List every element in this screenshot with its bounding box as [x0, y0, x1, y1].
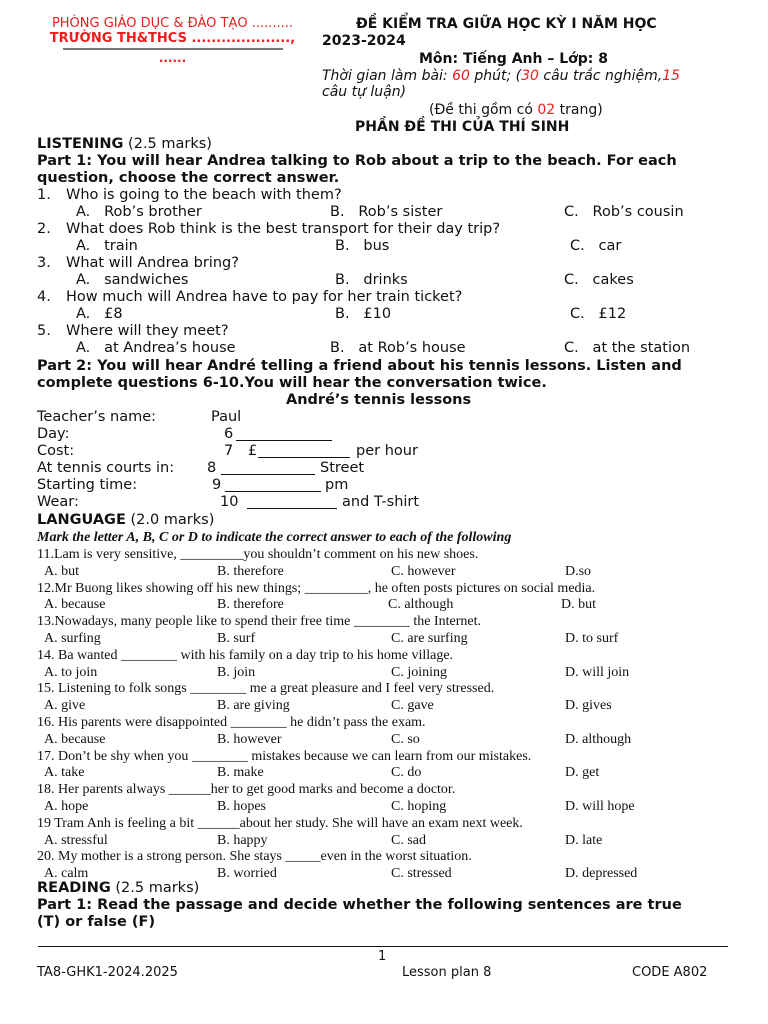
question-text: 18. Her parents always ______her to get good marks and become a doctor.	[37, 782, 456, 798]
school-name: TRƯỜNG TH&THCS ....................,	[49, 31, 296, 46]
listening-heading: LISTENING (2.5 marks)	[37, 136, 212, 152]
exam-title: ĐỀ KIỂM TRA GIỮA HỌC KỲ I NĂM HỌC	[356, 16, 657, 32]
answer-option[interactable]: C. although	[388, 597, 454, 613]
form-suffix: pm	[325, 477, 349, 493]
answer-option[interactable]: A. but	[44, 563, 79, 579]
answer-option[interactable]: B. £10	[335, 306, 392, 322]
form-suffix: and T-shirt	[342, 494, 420, 510]
answer-option[interactable]: C. so	[391, 731, 420, 747]
language-instruction: Mark the letter A, B, C or D to indicate the correct answer to each of the following	[37, 530, 512, 545]
answer-option[interactable]: D. will join	[565, 664, 630, 680]
question-text: 15. Listening to folk songs ________ me a great pleasure and I feel very stressed.	[37, 681, 495, 697]
question-number: 1.	[37, 187, 51, 203]
form-suffix: Street	[320, 460, 365, 476]
answer-option[interactable]: A. at Andrea’s house	[76, 340, 236, 356]
answer-option[interactable]: A. take	[44, 765, 85, 781]
question-text: 17. Don’t be shy when you ________ mistakes because we can learn from our mistakes.	[37, 748, 532, 764]
answer-option[interactable]: B. at Rob’s house	[330, 340, 466, 356]
answer-option[interactable]: A. give	[44, 698, 86, 714]
answer-option[interactable]: D. depressed	[565, 866, 638, 882]
form-item-number: 10	[220, 494, 239, 510]
answer-option[interactable]: D. although	[565, 731, 632, 747]
school-header	[30, 16, 315, 64]
answer-option[interactable]: B. are giving	[217, 698, 290, 714]
page-count: 02	[537, 102, 556, 118]
answer-option[interactable]: A. because	[44, 731, 106, 747]
part1-instruction: Part 1: You will hear Andrea talking to Rob about a trip to the beach. For each	[37, 153, 677, 169]
answer-option[interactable]: B. therefore	[217, 597, 284, 613]
form-label: Day:	[37, 426, 70, 442]
form-item-number: 8	[207, 460, 217, 476]
currency-symbol: £	[248, 443, 258, 459]
answer-option[interactable]: D. but	[561, 597, 596, 613]
footer-lesson-plan: Lesson plan 8	[402, 965, 492, 980]
form-label: Cost:	[37, 443, 75, 459]
answer-option[interactable]: C. do	[391, 765, 422, 781]
duration-minutes: 60	[452, 68, 470, 84]
answer-option[interactable]: A. stressful	[44, 832, 108, 848]
answer-option[interactable]: C. sad	[391, 832, 426, 848]
footer-divider	[38, 946, 728, 947]
language-heading: LANGUAGE (2.0 marks)	[37, 512, 215, 528]
question-text: How much will Andrea have to pay for her train ticket?	[66, 289, 463, 305]
answer-option[interactable]: B. Rob’s sister	[330, 204, 443, 220]
answer-option[interactable]: C. car	[570, 238, 622, 254]
essay-count: 15	[662, 68, 681, 84]
answer-option[interactable]: B. happy	[217, 832, 268, 848]
answer-option[interactable]: A. calm	[44, 866, 89, 882]
page-number: 1	[378, 949, 387, 964]
question-text: 14. Ba wanted ________ with his family on a day trip to his home village.	[37, 647, 454, 663]
answer-option[interactable]: C. cakes	[564, 272, 634, 288]
form-item-number: 9	[212, 477, 222, 493]
question-text: Who is going to the beach with them?	[66, 187, 342, 203]
answer-option[interactable]: A. hope	[44, 799, 89, 814]
question-number: 3.	[37, 255, 51, 271]
page-count-note: (Đề thi gồm có 02 trang)	[429, 102, 603, 118]
answer-option[interactable]: B. hopes	[217, 799, 266, 814]
answer-blank[interactable]	[225, 491, 321, 492]
answer-option[interactable]: C. are surfing	[391, 631, 468, 646]
form-label: At tennis courts in:	[37, 460, 175, 476]
question-text: 12.Mr Buong likes showing off his new things; _________, he often posts pictures on social media.	[37, 580, 596, 596]
answer-option[interactable]: B. worried	[217, 866, 277, 882]
answer-option[interactable]: A. train	[76, 238, 138, 254]
question-text: Where will they meet?	[66, 323, 229, 339]
answer-option[interactable]: B. however	[217, 731, 282, 747]
form-value: Paul	[211, 409, 242, 425]
answer-blank[interactable]	[221, 474, 315, 475]
form-item-number: 7	[224, 443, 234, 459]
section-title: PHẦN ĐỀ THI CỦA THÍ SINH	[355, 119, 570, 135]
answer-option[interactable]: D. will hope	[565, 799, 635, 814]
form-label: Wear:	[37, 494, 79, 510]
question-number: 2.	[37, 221, 51, 237]
form-item-number: 6	[224, 426, 234, 442]
question-text: 11.Lam is very sensitive, _________you shouldn’t comment on his new shoes.	[37, 547, 479, 562]
reading-part1-instruction: Part 1: Read the passage and decide whether the following sentences are true	[37, 897, 682, 913]
part1-instruction-cont: question, choose the correct answer.	[37, 170, 340, 186]
answer-option[interactable]: C. £12	[570, 306, 627, 322]
answer-blank[interactable]	[258, 457, 350, 458]
question-number: 4.	[37, 289, 51, 305]
answer-option[interactable]: C. at the station	[564, 340, 691, 356]
answer-option[interactable]: D.so	[565, 563, 592, 579]
question-text: What does Rob think is the best transport for their day trip?	[66, 221, 501, 237]
footer-exam-code: CODE A802	[632, 965, 708, 980]
exam-duration: Thời gian làm bài: 60 phút; (30 câu trắc nghiệm,15	[322, 68, 681, 84]
answer-option[interactable]: A. £8	[76, 306, 123, 322]
mc-count: 30	[521, 68, 539, 84]
reading-part1-instruction-cont: (T) or false (F)	[37, 914, 156, 930]
answer-option[interactable]: C. hoping	[391, 799, 447, 814]
answer-option[interactable]: B. drinks	[335, 272, 408, 288]
answer-option[interactable]: B. make	[217, 765, 264, 781]
exam-year: 2023-2024	[322, 33, 406, 49]
form-label: Teacher’s name:	[37, 409, 157, 425]
answer-option[interactable]: C. gave	[391, 698, 434, 714]
exam-duration-cont: câu tự luận)	[322, 84, 407, 100]
answer-option[interactable]: D. late	[565, 832, 603, 848]
answer-option[interactable]: A. surfing	[44, 631, 101, 646]
answer-blank[interactable]	[247, 508, 337, 509]
part2-instruction-cont: complete questions 6-10.You will hear the conversation twice.	[37, 375, 547, 391]
answer-option[interactable]: B. surf	[217, 631, 256, 646]
answer-option[interactable]: D. get	[565, 765, 600, 781]
header-divider	[63, 48, 283, 50]
answer-option[interactable]: A. because	[44, 597, 106, 613]
question-text: 19 Tram Anh is feeling a bit ______about her study. She will have an exam next week.	[37, 815, 523, 831]
answer-option[interactable]: D. to surf	[565, 631, 619, 646]
question-text: What will Andrea bring?	[66, 255, 239, 271]
answer-option[interactable]: A. to join	[44, 664, 98, 680]
question-text: 20. My mother is a strong person. She stays _____even in the worst situation.	[37, 849, 472, 865]
question-text: 13.Nowadays, many people like to spend their free time ________ the Internet.	[37, 614, 481, 630]
exam-subject: Môn: Tiếng Anh – Lớp: 8	[419, 51, 608, 67]
answer-option[interactable]: B. therefore	[217, 563, 284, 579]
answer-option[interactable]: A. sandwiches	[76, 272, 189, 288]
question-number: 5.	[37, 323, 51, 339]
form-title: André’s tennis lessons	[286, 392, 472, 408]
footer-code: TA8-GHK1-2024.2025	[37, 965, 178, 980]
answer-option[interactable]: D. gives	[565, 698, 612, 714]
answer-option[interactable]: C. joining	[391, 664, 448, 680]
answer-option[interactable]: B. join	[217, 664, 256, 680]
form-suffix: per hour	[356, 443, 418, 459]
department-name: PHÒNG GIÁO DỤC & ĐÀO TẠO ..........	[51, 16, 294, 31]
answer-option[interactable]: C. stressed	[391, 866, 452, 882]
answer-option[interactable]: B. bus	[335, 238, 390, 254]
part2-instruction: Part 2: You will hear André telling a friend about his tennis lessons. Listen and	[37, 358, 682, 374]
answer-option[interactable]: A. Rob’s brother	[76, 204, 202, 220]
answer-blank[interactable]	[236, 440, 332, 441]
answer-option[interactable]: C. however	[391, 563, 456, 579]
form-label: Starting time:	[37, 477, 138, 493]
question-text: 16. His parents were disappointed ________ he didn’t pass the exam.	[37, 715, 426, 730]
answer-option[interactable]: C. Rob’s cousin	[564, 204, 684, 220]
school-name-continued: ......	[158, 51, 187, 65]
reading-heading: READING (2.5 marks)	[37, 880, 200, 896]
